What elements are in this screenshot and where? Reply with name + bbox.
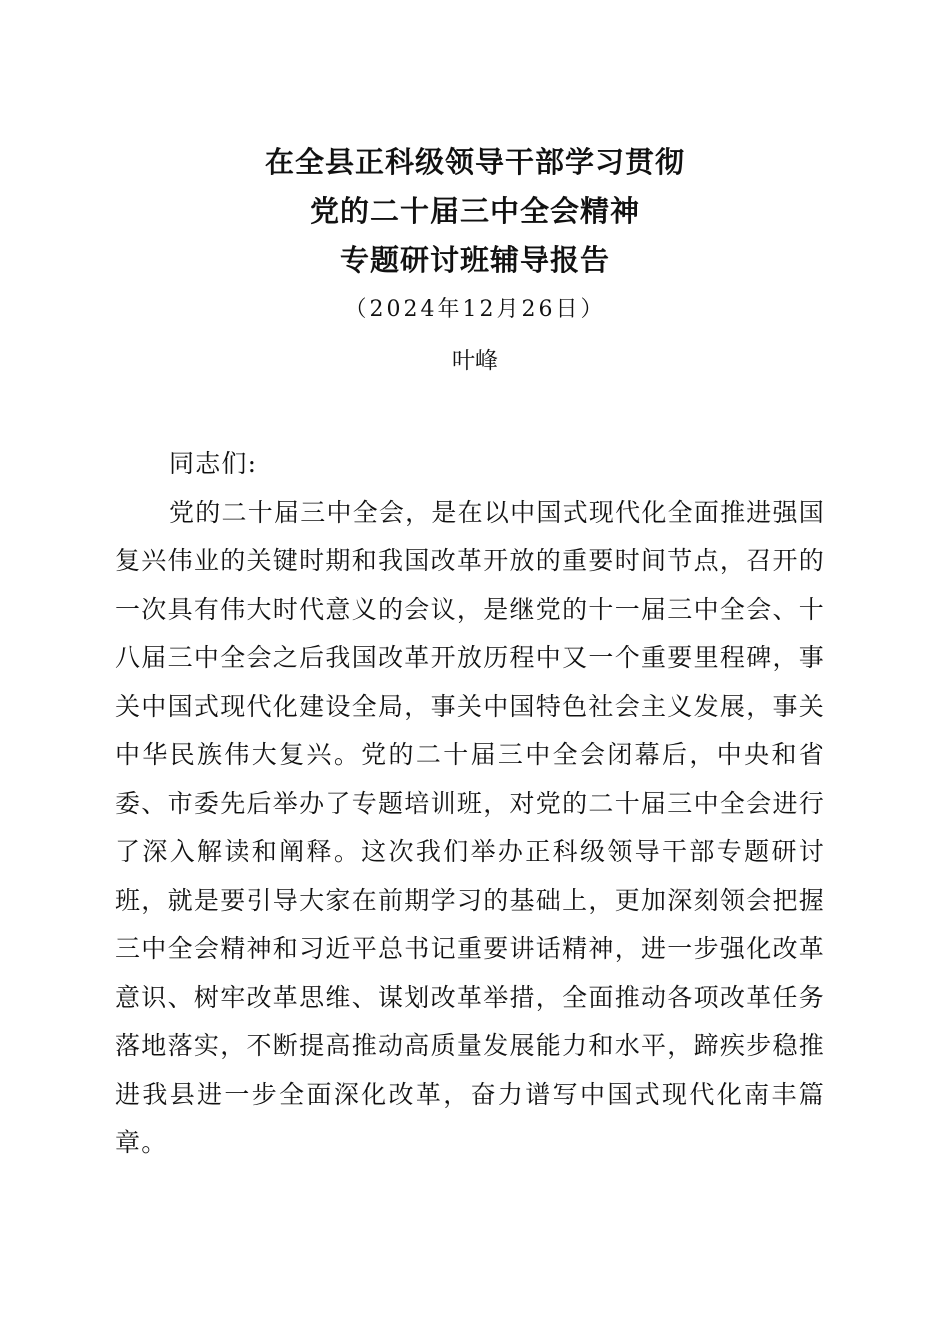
paragraph-line: 落地落实，不断提高推动高质量发展能力和水平，蹄疾步稳推 [115, 1031, 825, 1060]
paragraph-line: 关中国式现代化建设全局，事关中国特色社会主义发展，事关 [115, 691, 825, 721]
title-line-1: 在全县正科级领导干部学习贯彻 [264, 145, 685, 179]
report-date: （2024年12月26日） [344, 297, 606, 322]
paragraph-line: 党的二十届三中全会，是在以中国式现代化全面推进强国 [169, 497, 825, 527]
paragraph-line: 八届三中全会之后我国改革开放历程中又一个重要里程碑，事 [115, 643, 825, 672]
paragraph-line: 章。 [115, 1128, 168, 1157]
paragraph-line: 意识、树牢改革思维、谋划改革举措，全面推动各项改革任务 [115, 982, 825, 1012]
salutation: 同志们: [169, 449, 258, 478]
paragraph-line: 进我县进一步全面深化改革，奋力谱写中国式现代化南丰篇 [115, 1079, 825, 1109]
paragraph-line: 了深入解读和阐释。这次我们举办正科级领导干部专题研讨 [115, 837, 825, 866]
title-line-3: 专题研讨班辅导报告 [339, 243, 610, 277]
paragraph-line: 一次具有伟大时代意义的会议，是继党的十一届三中全会、十 [115, 594, 825, 624]
title-line-2: 党的二十届三中全会精神 [309, 194, 640, 228]
author-name: 叶峰 [452, 348, 498, 374]
paragraph-line: 复兴伟业的关键时期和我国改革开放的重要时间节点，召开的 [115, 546, 825, 575]
paragraph-line: 三中全会精神和习近平总书记重要讲话精神，进一步强化改革 [115, 934, 825, 963]
report-title [0, 138, 950, 285]
paragraph-line: 中华民族伟大复兴。党的二十届三中全会闭幕后，中央和省 [115, 740, 825, 769]
paragraph-line: 班，就是要引导大家在前期学习的基础上，更加深刻领会把握 [115, 885, 825, 915]
paragraph-line: 委、市委先后举办了专题培训班，对党的二十届三中全会进行 [115, 788, 825, 818]
report-body [115, 440, 825, 1168]
